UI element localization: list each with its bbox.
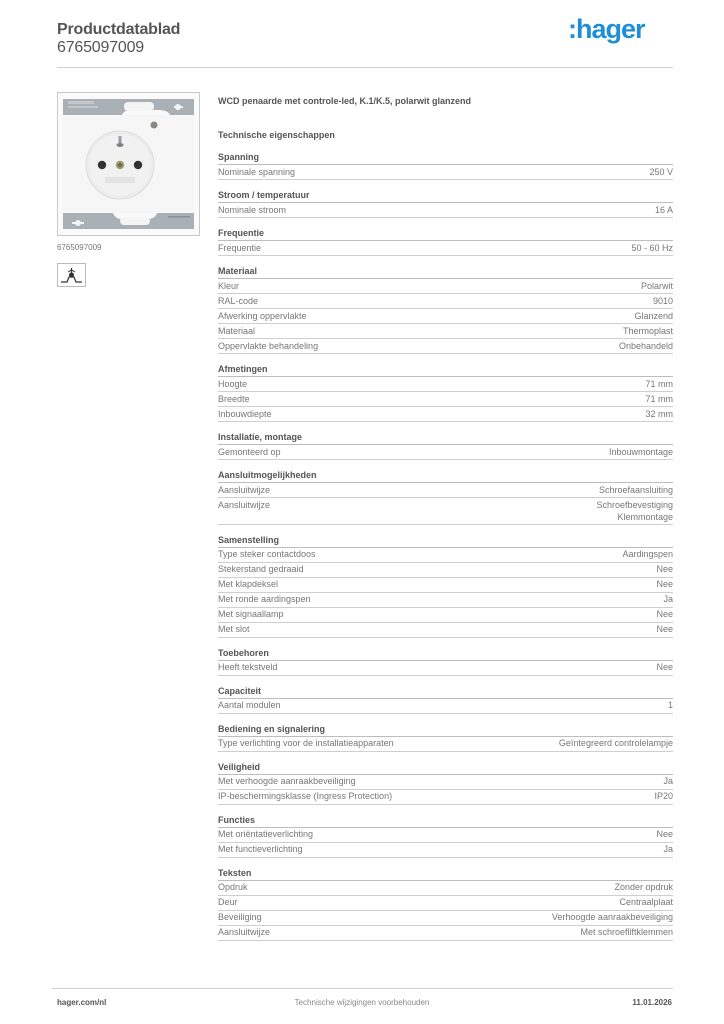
spec-value	[663, 843, 673, 856]
spec-value-line: Ja	[663, 776, 673, 786]
spec-group	[218, 814, 673, 858]
spec-value-line: Onbehandeld	[618, 340, 673, 351]
spec-group	[218, 363, 673, 422]
spec-row	[218, 483, 673, 498]
footer-date: 11.01.2026	[632, 998, 672, 1007]
spec-group	[218, 685, 673, 714]
socket-outlet-illustration	[58, 93, 199, 235]
spec-row	[218, 926, 673, 941]
spec-value-line: 250 V	[649, 166, 673, 177]
spec-group-title: Afmetingen	[218, 363, 673, 377]
spec-label: Met oriëntatieverlichting	[218, 829, 314, 839]
spec-label: Type verlichting voor de installatieapparaten	[218, 738, 394, 748]
spec-value	[552, 911, 673, 924]
spec-label: Materiaal	[218, 325, 256, 336]
spec-group	[218, 723, 673, 752]
spec-value-line: Glanzend	[634, 310, 673, 321]
spec-group	[218, 761, 673, 805]
spec-row	[218, 339, 673, 354]
spec-value-line: Centraalplaat	[619, 897, 673, 907]
spec-row	[218, 578, 673, 593]
spec-group-title: Samenstelling	[218, 534, 673, 548]
spec-row	[218, 407, 673, 422]
image-caption: 6765097009	[57, 243, 102, 252]
spec-label: Beveiliging	[218, 912, 262, 922]
spec-group	[218, 151, 673, 180]
hager-logo: :hager	[568, 14, 645, 44]
spec-value	[609, 446, 673, 459]
footer-divider	[52, 988, 673, 989]
spec-row	[218, 498, 673, 525]
spec-value-line: Thermoplast	[622, 325, 673, 336]
spec-value-line: Verhoogde aanraakbeveiliging	[551, 912, 673, 922]
spec-value-line: Schroefbevestiging	[596, 499, 673, 510]
spec-value	[641, 280, 673, 293]
spec-label: Met verhoogde aanraakbeveiliging	[218, 776, 356, 786]
flush-mounting-icon	[57, 263, 86, 287]
spec-value	[614, 881, 673, 894]
spec-row	[218, 203, 673, 218]
spec-group-title: Installatie, montage	[218, 431, 673, 445]
spec-value-line: Nee	[656, 829, 673, 839]
spec-value-line: 1	[667, 700, 673, 710]
spec-row	[218, 593, 673, 608]
spec-value-line: 50 - 60 Hz	[631, 242, 673, 253]
spec-label: Met klapdeksel	[218, 579, 279, 589]
spec-label: Afwerking oppervlakte	[218, 310, 307, 321]
spec-value-line: Ja	[663, 594, 673, 604]
spec-group-title: Teksten	[218, 867, 673, 881]
spec-groups	[218, 151, 673, 941]
spec-group-title: Capaciteit	[218, 685, 673, 699]
spec-row	[218, 911, 673, 926]
spec-label: Nominale stroom	[218, 204, 287, 215]
spec-group-title: Bediening en signalering	[218, 723, 673, 737]
spec-row	[218, 392, 673, 407]
spec-label: Hoogte	[218, 378, 248, 389]
spec-value-line: 9010	[652, 295, 673, 306]
spec-value-line: Geïntegreerd controlelampje	[558, 738, 673, 748]
spec-value-line: Nee	[656, 564, 673, 574]
spec-label: Frequentie	[218, 242, 262, 253]
product-image	[57, 92, 200, 236]
header-divider	[57, 67, 673, 68]
spec-label: Opdruk	[218, 882, 248, 892]
spec-value	[623, 325, 673, 338]
spec-row	[218, 445, 673, 460]
spec-value-line: Zonder opdruk	[614, 882, 673, 892]
spec-label: Nominale spanning	[218, 166, 296, 177]
spec-group	[218, 534, 673, 638]
spec-value-line: 71 mm	[645, 393, 673, 404]
spec-value-line: Inbouwmontage	[608, 446, 673, 457]
spec-row	[218, 881, 673, 896]
spec-value	[656, 578, 673, 591]
spec-label: Met signaallamp	[218, 609, 284, 619]
spec-value-line: Aardingspen	[622, 549, 673, 559]
spec-group	[218, 469, 673, 525]
spec-label: Met ronde aardingspen	[218, 594, 311, 604]
spec-label: Aansluitwijze	[218, 499, 271, 510]
spec-value	[663, 775, 673, 788]
spec-value-line: Met schroefliftklemmen	[580, 927, 673, 937]
spec-group	[218, 265, 673, 354]
spec-value	[645, 378, 673, 391]
spec-label: Inbouwdiepte	[218, 408, 272, 419]
spec-label: Aansluitwijze	[218, 927, 271, 937]
spec-value-line: IP20	[654, 791, 673, 801]
spec-group	[218, 431, 673, 460]
spec-value	[656, 608, 673, 621]
spec-value	[656, 661, 673, 674]
spec-value	[631, 242, 673, 255]
spec-label: Type steker contactdoos	[218, 549, 316, 559]
spec-group	[218, 227, 673, 256]
spec-row	[218, 896, 673, 911]
spec-group	[218, 189, 673, 218]
spec-row	[218, 623, 673, 638]
spec-label: Breedte	[218, 393, 250, 404]
spec-value	[634, 310, 673, 323]
spec-value-line: Schroefaansluiting	[598, 484, 673, 495]
spec-group-title: Veiligheid	[218, 761, 673, 775]
spec-value	[622, 548, 673, 561]
spec-label: Heeft tekstveld	[218, 662, 278, 672]
spec-value	[649, 166, 673, 179]
spec-row	[218, 699, 673, 714]
article-number: 6765097009	[57, 39, 144, 56]
spec-value	[596, 499, 673, 524]
spec-value	[599, 484, 673, 497]
spec-value	[653, 295, 673, 308]
spec-value-line: Nee	[656, 579, 673, 589]
spec-group-title: Aansluitmogelijkheden	[218, 469, 673, 483]
spec-group-title: Functies	[218, 814, 673, 828]
spec-value	[580, 926, 673, 939]
spec-row	[218, 279, 673, 294]
spec-value-line: Nee	[656, 662, 673, 672]
spec-value	[645, 393, 673, 406]
spec-label: Met functieverlichting	[218, 844, 303, 854]
spec-row	[218, 377, 673, 392]
spec-value	[656, 563, 673, 576]
spec-group-title: Spanning	[218, 151, 673, 165]
spec-group-title: Toebehoren	[218, 647, 673, 661]
spec-value-line: 16 A	[654, 204, 673, 215]
spec-label: Oppervlakte behandeling	[218, 340, 319, 351]
spec-value-line: Nee	[656, 624, 673, 634]
product-description: WCD penaarde met controle-led, K.1/K.5, polarwit glanzend	[218, 96, 472, 106]
spec-value	[663, 593, 673, 606]
spec-value-line: Polarwit	[640, 280, 673, 291]
spec-row	[218, 241, 673, 256]
spec-value-line: Ja	[663, 844, 673, 854]
spec-label: Gemonteerd op	[218, 446, 281, 457]
page-title: Productdatablad	[57, 21, 181, 38]
spec-value-line: 32 mm	[645, 408, 673, 419]
spec-row	[218, 563, 673, 578]
spec-row	[218, 608, 673, 623]
spec-value	[656, 623, 673, 636]
spec-row	[218, 294, 673, 309]
spec-value	[619, 896, 673, 909]
footer-website[interactable]: hager.com/nl	[57, 998, 107, 1007]
spec-group-title: Materiaal	[218, 265, 673, 279]
spec-label: RAL-code	[218, 295, 259, 306]
spec-value	[668, 699, 673, 712]
spec-section-title: Technische eigenschappen	[218, 130, 335, 140]
spec-value-line: 71 mm	[645, 378, 673, 389]
spec-label: Aantal modulen	[218, 700, 281, 710]
spec-label: Deur	[218, 897, 238, 907]
spec-row	[218, 548, 673, 563]
spec-group-title: Frequentie	[218, 227, 673, 241]
spec-value	[656, 828, 673, 841]
spec-value	[654, 790, 673, 803]
spec-group-title: Stroom / temperatuur	[218, 189, 673, 203]
spec-label: Aansluitwijze	[218, 484, 271, 495]
spec-value-line: Klemmontage	[617, 512, 673, 522]
spec-row	[218, 309, 673, 324]
spec-value	[655, 204, 673, 217]
spec-value	[619, 340, 673, 353]
spec-group	[218, 647, 673, 676]
spec-row	[218, 737, 673, 752]
spec-label: Stekerstand gedraaid	[218, 564, 304, 574]
spec-label: Met slot	[218, 624, 250, 634]
mounting-symbol-icon	[58, 264, 85, 286]
spec-row	[218, 843, 673, 858]
spec-row	[218, 661, 673, 676]
spec-label: IP-beschermingsklasse (Ingress Protection)	[218, 791, 393, 801]
spec-row	[218, 165, 673, 180]
spec-row	[218, 775, 673, 790]
spec-row	[218, 828, 673, 843]
spec-group	[218, 867, 673, 941]
spec-row	[218, 324, 673, 339]
spec-row	[218, 790, 673, 805]
spec-value	[645, 408, 673, 421]
spec-label: Kleur	[218, 280, 240, 291]
spec-value-line: Nee	[656, 609, 673, 619]
spec-content	[218, 94, 673, 941]
footer-disclaimer: Technische wijzigingen voorbehouden	[294, 998, 430, 1007]
spec-value	[559, 737, 673, 750]
